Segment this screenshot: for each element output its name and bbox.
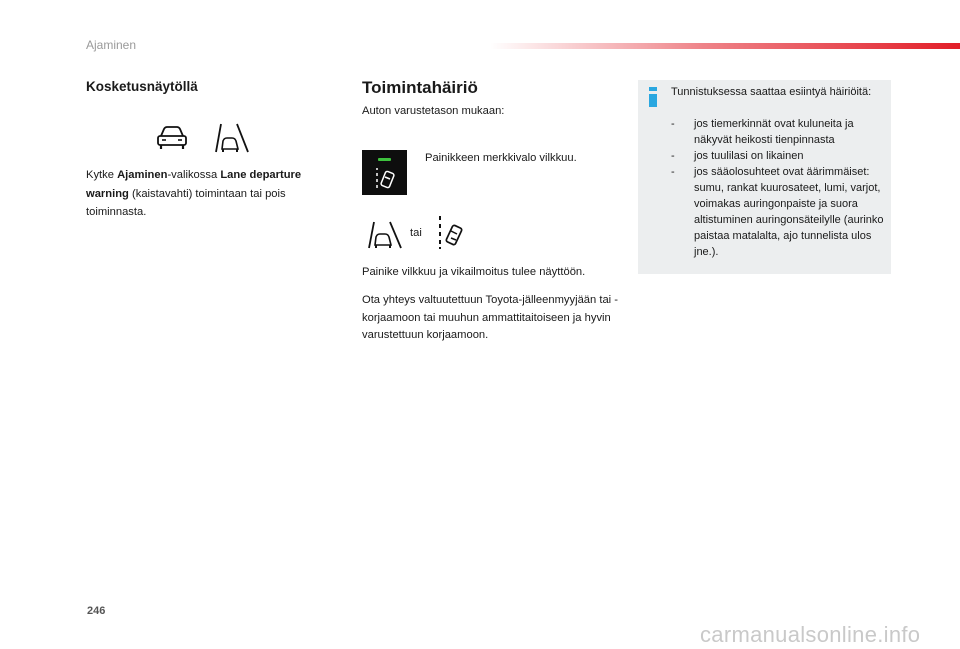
touchscreen-heading: Kosketusnäytöllä: [86, 79, 198, 94]
touchscreen-instruction: Kytke Ajaminen-valikossa Lane departure warning (kaistavahti) toimintaan tai pois toiminnasta.: [86, 169, 302, 218]
menu-name-ajaminen: Ajaminen: [117, 169, 168, 181]
lane-car-icon: [377, 168, 394, 188]
contact-dealer-text: Ota yhteys valtuutettuun Toyota-jälleenmyyjään tai -korjaamoon tai muuhun ammattitaitoiseen ja hyvin varustettuun korjaamoon.: [362, 294, 618, 341]
section-title: Ajaminen: [86, 38, 137, 52]
list-item: - jos tuulilasi on likainen: [671, 150, 804, 162]
info-icon: [648, 87, 658, 107]
button-flash-text: Painikkeen merkkivalo vilkkuu.: [425, 152, 577, 164]
lane-assist-button: [362, 150, 407, 195]
car-front-icon: [155, 122, 189, 154]
info-intro: Tunnistuksessa saattaa esiintyä häiriöitä:: [671, 86, 872, 98]
alt-connector: tai: [410, 227, 422, 239]
lane-departure-icon: [215, 122, 249, 154]
header-accent-bar: [490, 43, 960, 49]
indicator-led: [378, 158, 391, 161]
function-name-lane-departure: Lane departure warning: [86, 169, 302, 200]
list-item: - jos tiemerkinnät ovat kuluneita ja näkyvät heikosti tienpinnasta: [671, 118, 854, 146]
list-item: - jos sääolosuhteet ovat äärimmäiset: sumu, rankat kuurosateet, lumi, varjot, voimakas auringonpaiste ja suora altistuminen auringonsäteilylle (aurinko paistaa matalalta, ajo tunnelista ulos jne.).: [671, 166, 884, 258]
info-list: [671, 116, 891, 260]
watermark: carmanualsonline.info: [700, 622, 921, 647]
lane-car-icon: [437, 214, 467, 250]
flash-warning-text: Painike vilkkuu ja vikailmoitus tulee näyttöön.: [362, 266, 586, 278]
page-number: 246: [87, 605, 106, 617]
equipment-note: Auton varustetason mukaan:: [362, 105, 505, 117]
touchscreen-icons: [155, 122, 250, 154]
lane-departure-icon: [368, 220, 402, 250]
malfunction-heading: Toimintahäiriö: [362, 78, 478, 97]
